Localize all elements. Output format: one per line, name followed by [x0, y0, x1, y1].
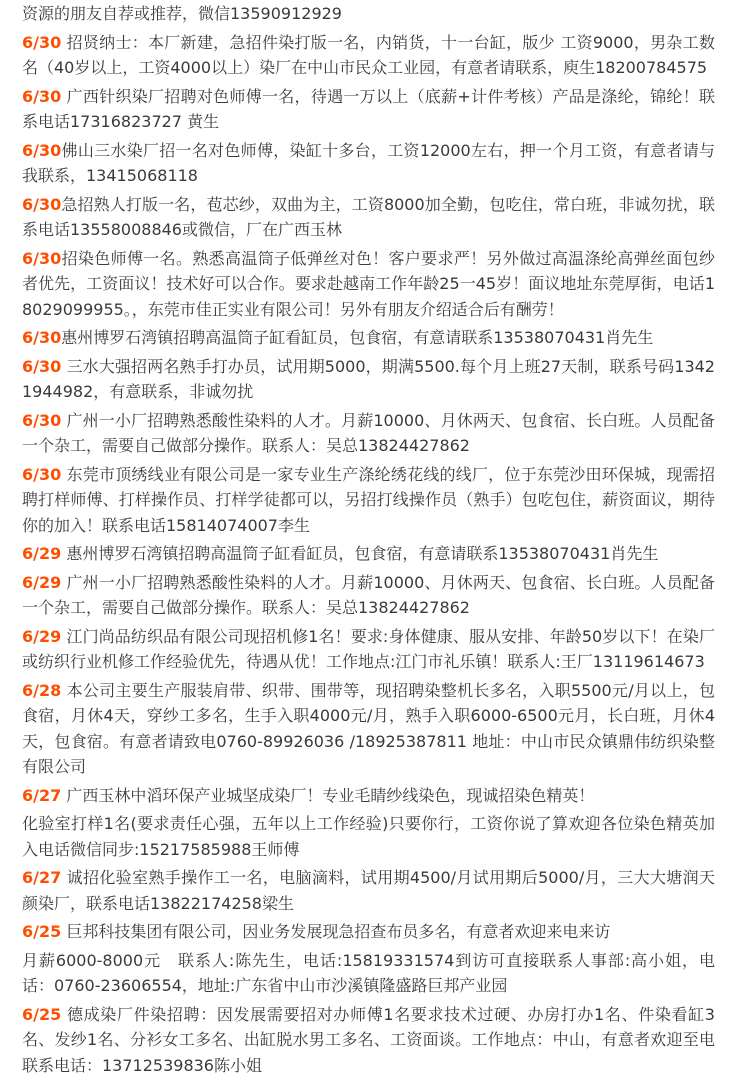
listing-date: 6/30 — [22, 356, 62, 376]
job-listing — [22, 192, 715, 243]
job-listing — [22, 948, 715, 999]
listing-date: 6/25 — [22, 1004, 62, 1024]
listing-date: 6/30 — [22, 248, 62, 268]
job-listing — [22, 1, 715, 27]
listing-date: 6/30 — [22, 194, 62, 214]
listing-date: 6/27 — [22, 785, 62, 805]
job-listing — [22, 354, 715, 405]
listing-date: 6/29 — [22, 626, 62, 646]
job-listing — [22, 865, 715, 916]
listing-text: 惠州博罗石湾镇招聘高温筒子缸看缸员，包食宿，有意请联系13538070431肖先生 — [61, 328, 654, 347]
job-listing — [22, 919, 715, 945]
listing-text: 诚招化验室熟手操作工一名，电脑滴料，试用期4500/月试用期后5000/月，三大大塘润天颜染厂，联系电话13822174258梁生 — [22, 868, 715, 913]
listing-text: 巨邦科技集团有限公司，因业务发展现急招查布员多名，有意者欢迎来电来访 — [61, 922, 611, 941]
job-listing — [22, 84, 715, 135]
listing-text: 招染色师傅一名。熟悉高温筒子低弹丝对色！客户要求严！另外做过高温涤纶高弹丝面包纱者优先，工资面议！技术好可以合作。要求赴越南工作年龄25一45岁！面议地址东莞厚街，电话18029099955。，东莞市佳正实业有限公司！另外有朋友介绍适合后有酬劳！ — [22, 248, 715, 319]
listing-date: 6/30 — [22, 32, 62, 52]
job-listing — [22, 811, 715, 862]
listing-date: 6/30 — [22, 464, 62, 484]
listing-date: 6/30 — [22, 410, 62, 430]
listing-text: 急招熟人打版一名，苞芯纱，双曲为主，工资8000加全勤，包吃住，常白班，非诚勿扰，联系电话13558008846或微信，厂在广西玉林 — [22, 194, 715, 239]
job-listing — [22, 246, 715, 323]
listing-date: 6/28 — [22, 680, 62, 700]
listing-date: 6/27 — [22, 868, 62, 887]
listing-text: 广西玉林中滔环保产业城坚成染厂！专业毛睛纱线染色，现诚招染色精英！ — [61, 785, 595, 805]
listing-text: 佛山三水染厂招一名对色师傅，染缸十多台，工资12000左右，押一个月工资，有意者请与我联系，13415068118 — [22, 140, 715, 185]
listing-date: 6/30 — [22, 86, 62, 106]
listing-date: 6/30 — [22, 140, 62, 160]
listing-date: 6/30 — [22, 328, 62, 347]
listing-date: 6/25 — [22, 922, 62, 941]
job-listing — [22, 678, 715, 780]
listing-text: 广西针织染厂招聘对色师傅一名，待遇一万以上（底薪+计件考核）产品是涤纶，锦纶！联系电话17316823727 黄生 — [22, 86, 715, 131]
listing-text: 招贤纳士：本厂新建，急招件染打版一名，内销货，十一台缸，版少 工资9000，男杂工数名（40岁以上，工资4000以上）染厂在中山市民众工业园，有意者请联系，庾生18200784575 — [22, 32, 715, 77]
job-listing — [22, 325, 715, 351]
job-listing — [22, 570, 715, 621]
job-listing — [22, 624, 715, 675]
listing-text: 资源的朋友自荐或推荐，微信13590912929 — [22, 4, 342, 23]
job-listing — [22, 783, 715, 809]
listing-date: 6/29 — [22, 572, 62, 592]
listing-text: 本公司主要生产服装肩带、织带、围带等，现招聘染整机长多名，入职5500元/月以上，包食宿，月休4天，穿纱工多名，生手入职4000元/月，熟手入职6000-6500元月，长白班，月休4天，包食宿。有意者请致电0760-89926036 /18925387811 地址：中山市民众镇鼎伟纺织染整有限公司 — [22, 680, 715, 776]
listing-text: 广州一小厂招聘熟悉酸性染料的人才。月薪10000、月休两天、包食宿、长白班。人员配备一个杂工，需要自己做部分操作。联系人：吴总13824427862 — [22, 410, 715, 455]
job-listing — [22, 462, 715, 539]
job-listing — [22, 30, 715, 81]
listing-text: 月薪6000-8000元 联系人:陈先生，电话:15819331574到访可直接联系人事部:高小姐，电话：0760-23606554，地址:广东省中山市沙溪镇隆盛路巨邦产业园 — [22, 950, 715, 995]
listing-text: 化验室打样1名(要求责任心强，五年以上工作经验)只要你行，工资你说了算欢迎各位染色精英加入电话微信同步:15217585988王师傅 — [22, 814, 715, 859]
listing-text: 东莞市顶绣线业有限公司是一家专业生产涤纶绣花线的线厂，位于东莞沙田环保城，现需招聘打样师傅、打样操作员、打样学徒都可以，另招打线操作员（熟手）包吃包住，薪资面议，期待你的加入！联系电话15814074007李生 — [22, 464, 715, 535]
job-listing — [22, 1002, 715, 1079]
listing-text: 江门尚品纺织品有限公司现招机修1名！要求:身体健康、服从安排、年龄50岁以下！在染厂或纺织行业机修工作经验优先，待遇从优！工作地点:江门市礼乐镇！联系人:王厂13119614673 — [22, 626, 715, 671]
job-listing — [22, 408, 715, 459]
job-listing — [22, 541, 715, 567]
listing-text: 惠州博罗石湾镇招聘高温筒子缸看缸员，包食宿，有意请联系13538070431肖先生 — [61, 544, 659, 563]
job-listing — [22, 138, 715, 189]
listing-text: 德成染厂件染招聘：因发展需要招对办师傅1名要求技术过硬、办房打办1名、件染看缸3名、发纱1名、分衫女工多名、出缸脱水男工多名、工资面谈。工作地点：中山，有意者欢迎至电联系电话：13712539836陈小姐 — [22, 1004, 715, 1075]
job-listing-list — [22, 1, 715, 1078]
listing-text: 三水大强招两名熟手打办员，试用期5000，期满5500.每个月上班27天制，联系号码13421944982，有意联系，非诚勿扰 — [22, 356, 715, 401]
listing-text: 广州一小厂招聘熟悉酸性染料的人才。月薪10000、月休两天、包食宿、长白班。人员配备一个杂工，需要自己做部分操作。联系人：吴总13824427862 — [22, 572, 715, 617]
listing-date: 6/29 — [22, 544, 62, 563]
